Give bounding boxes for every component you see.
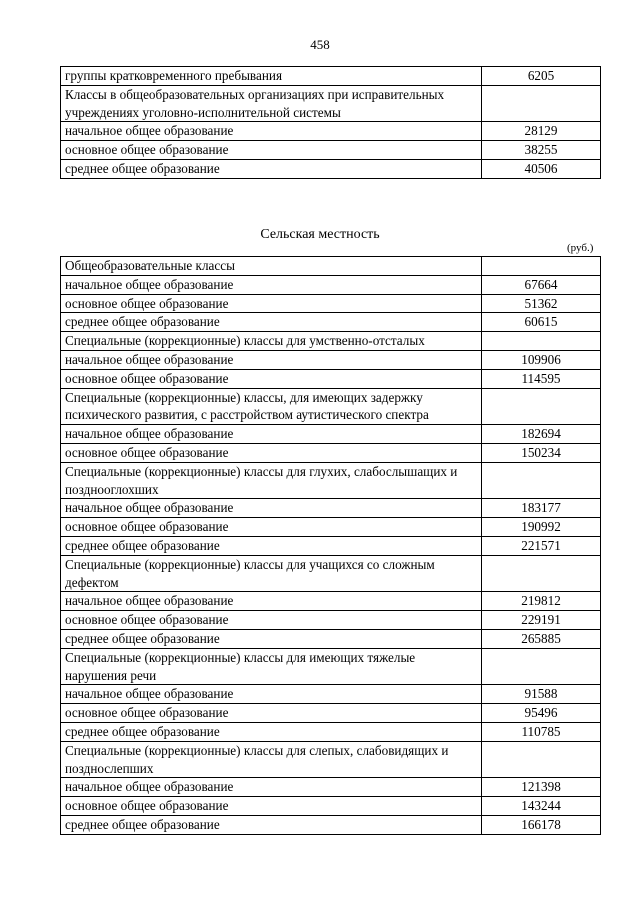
row-label: основное общее образование	[61, 518, 482, 537]
row-value: 109906	[482, 350, 601, 369]
table-row	[61, 797, 601, 816]
row-value: 28129	[482, 122, 601, 141]
row-value: 95496	[482, 704, 601, 723]
row-value	[482, 388, 601, 425]
table-row	[61, 611, 601, 630]
table-row	[61, 313, 601, 332]
row-value: 229191	[482, 611, 601, 630]
table-row	[61, 332, 601, 351]
table-row	[61, 443, 601, 462]
table-row	[61, 257, 601, 276]
row-label: начальное общее образование	[61, 592, 482, 611]
row-label: начальное общее образование	[61, 122, 482, 141]
row-label: Специальные (коррекционные) классы для глухих, слабослышащих и позднооглохших	[61, 462, 482, 499]
row-value: 51362	[482, 294, 601, 313]
row-label: начальное общее образование	[61, 425, 482, 444]
cost-table-urban	[60, 66, 601, 179]
row-value: 121398	[482, 778, 601, 797]
table-row	[61, 815, 601, 834]
row-value	[482, 257, 601, 276]
row-value: 265885	[482, 629, 601, 648]
row-label: среднее общее образование	[61, 722, 482, 741]
row-label: группы кратковременного пребывания	[61, 67, 482, 86]
row-value	[482, 555, 601, 592]
row-value	[482, 741, 601, 778]
table-row	[61, 85, 601, 122]
table-row	[61, 704, 601, 723]
row-value: 221571	[482, 536, 601, 555]
row-value: 6205	[482, 67, 601, 86]
row-value: 110785	[482, 722, 601, 741]
table-row	[61, 778, 601, 797]
row-value: 219812	[482, 592, 601, 611]
row-value: 166178	[482, 815, 601, 834]
table-row	[61, 462, 601, 499]
row-value: 40506	[482, 159, 601, 178]
row-value	[482, 462, 601, 499]
table-row	[61, 425, 601, 444]
table-row	[61, 294, 601, 313]
cost-table-rural	[60, 256, 601, 835]
table-row	[61, 350, 601, 369]
row-label: среднее общее образование	[61, 313, 482, 332]
row-label: среднее общее образование	[61, 159, 482, 178]
row-label: Специальные (коррекционные) классы для имеющих тяжелые нарушения речи	[61, 648, 482, 685]
table-row	[61, 592, 601, 611]
row-label: Специальные (коррекционные) классы для учащихся со сложным дефектом	[61, 555, 482, 592]
row-value: 38255	[482, 141, 601, 160]
table-row	[61, 369, 601, 388]
table-row	[61, 685, 601, 704]
row-label: среднее общее образование	[61, 629, 482, 648]
row-value: 67664	[482, 275, 601, 294]
table-row	[61, 499, 601, 518]
table-body	[61, 67, 601, 179]
row-value: 182694	[482, 425, 601, 444]
row-label: основное общее образование	[61, 611, 482, 630]
table-row	[61, 122, 601, 141]
table-row	[61, 722, 601, 741]
row-value: 183177	[482, 499, 601, 518]
row-value: 190992	[482, 518, 601, 537]
page-number: 458	[310, 37, 330, 52]
row-value	[482, 85, 601, 122]
table-row	[61, 536, 601, 555]
row-label: Классы в общеобразовательных организациях при исправительных учреждениях уголовно-исполнительной системы	[61, 85, 482, 122]
row-value: 60615	[482, 313, 601, 332]
table-row	[61, 141, 601, 160]
row-label: начальное общее образование	[61, 685, 482, 704]
row-label: основное общее образование	[61, 443, 482, 462]
table-body	[61, 257, 601, 835]
row-label: Специальные (коррекционные) классы для слепых, слабовидящих и позднослепших	[61, 741, 482, 778]
table-row	[61, 518, 601, 537]
row-label: основное общее образование	[61, 797, 482, 816]
table-row	[61, 159, 601, 178]
row-label: основное общее образование	[61, 704, 482, 723]
row-label: основное общее образование	[61, 369, 482, 388]
row-label: Специальные (коррекционные) классы для умственно-отсталых	[61, 332, 482, 351]
row-value: 150234	[482, 443, 601, 462]
row-label: начальное общее образование	[61, 275, 482, 294]
row-label: основное общее образование	[61, 141, 482, 160]
row-value	[482, 648, 601, 685]
section-title: Сельская местность	[260, 227, 380, 242]
row-label: Специальные (коррекционные) классы, для имеющих задержку психического развития, с расстройством аутистического спектра	[61, 388, 482, 425]
row-label: начальное общее образование	[61, 778, 482, 797]
table-row	[61, 275, 601, 294]
row-value: 143244	[482, 797, 601, 816]
table-row	[61, 388, 601, 425]
table-row	[61, 555, 601, 592]
unit-label: (руб.)	[567, 242, 594, 254]
table-row	[61, 741, 601, 778]
table-row	[61, 648, 601, 685]
row-label: начальное общее образование	[61, 499, 482, 518]
row-label: среднее общее образование	[61, 815, 482, 834]
row-value: 91588	[482, 685, 601, 704]
table-row	[61, 67, 601, 86]
table-row	[61, 629, 601, 648]
row-label: начальное общее образование	[61, 350, 482, 369]
row-label: основное общее образование	[61, 294, 482, 313]
row-value	[482, 332, 601, 351]
row-label: среднее общее образование	[61, 536, 482, 555]
row-value: 114595	[482, 369, 601, 388]
row-label: Общеобразовательные классы	[61, 257, 482, 276]
